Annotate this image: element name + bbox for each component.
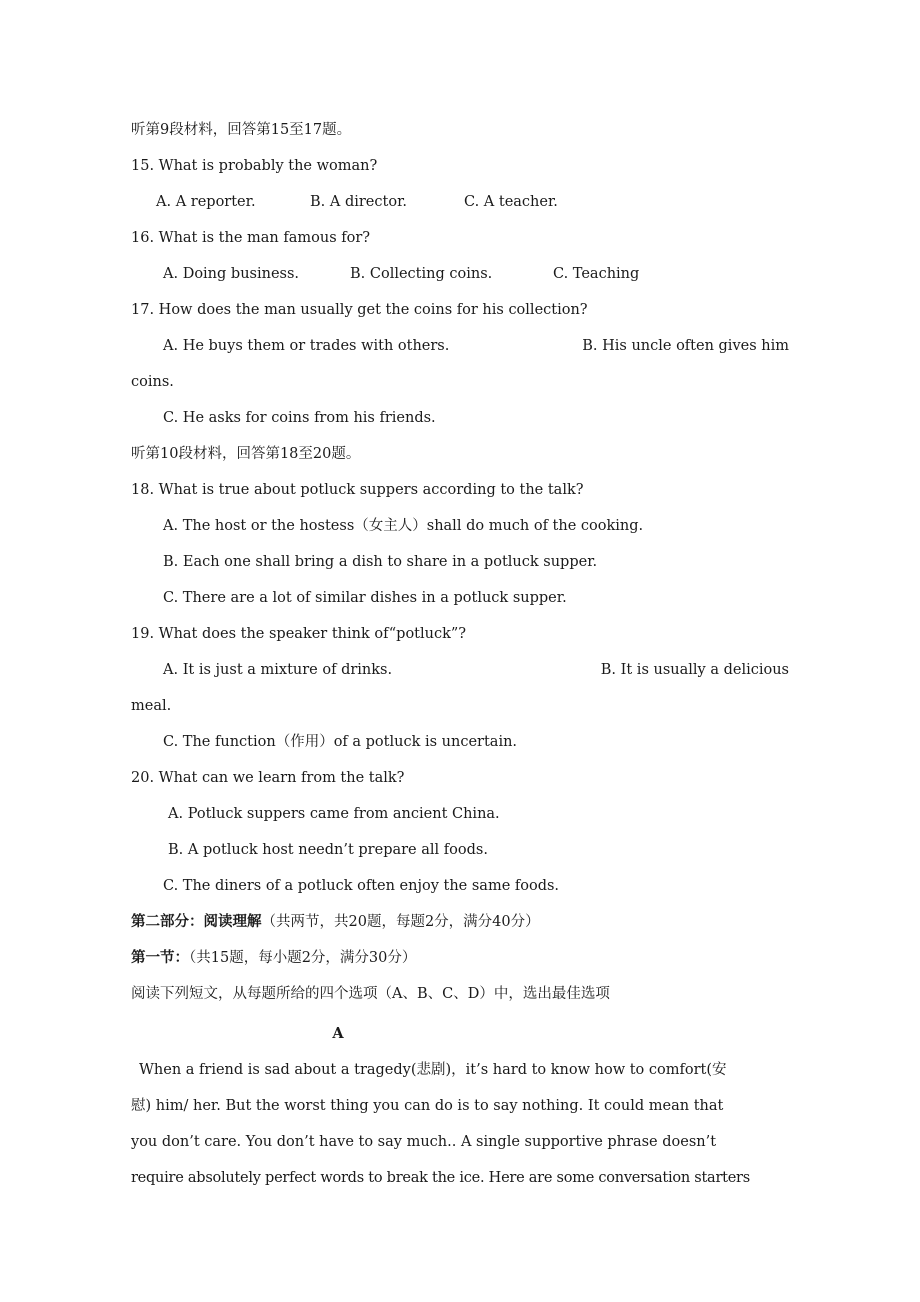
question-19-options-ab: [163, 660, 789, 680]
question-19: 19. What does the speaker think of“potluck”?: [131, 626, 467, 642]
option-c: C. There are a lot of similar dishes in a potluck supper.: [163, 590, 567, 606]
option-c: C. Teaching: [553, 266, 640, 282]
option-c: C. The diners of a potluck often enjoy the same foods.: [163, 878, 560, 894]
part-two-title: 第二部分：阅读理解: [131, 913, 262, 930]
question-20: 20. What can we learn from the talk?: [131, 770, 405, 786]
section-one-info: （共15题，每小题2分，满分30分）: [189, 950, 417, 966]
section-instruction-10: 听第10段材料，回答第18至20题。: [131, 446, 361, 462]
option-a: A. Doing business.: [163, 266, 300, 282]
option-b: B. A director.: [310, 194, 408, 210]
option-a: A. The host or the hostess（女主人）shall do much of the cooking.: [163, 518, 644, 534]
question-16: 16. What is the man famous for?: [131, 230, 371, 246]
option-a: A. He buys them or trades with others.: [163, 338, 450, 354]
passage-line-1: When a friend is sad about a tragedy(悲剧)，it’s hard to know how to comfort(安: [139, 1062, 727, 1078]
part-two-heading: [131, 912, 540, 932]
option-c: C. He asks for coins from his friends.: [163, 410, 436, 426]
question-15-options: [156, 192, 558, 212]
reading-instruction: 阅读下列短文，从每题所给的四个选项（A、B、C、D）中，选出最佳选项: [131, 986, 610, 1002]
passage-line-2: 慰) him/ her. But the worst thing you can do is to say nothing. It could mean that: [131, 1098, 724, 1114]
option-c: C. The function（作用）of a potluck is uncertain.: [163, 734, 518, 750]
option-b: B. His uncle often gives him: [582, 338, 789, 354]
question-18: 18. What is true about potluck suppers according to the talk?: [131, 482, 584, 498]
option-a: A. A reporter.: [156, 194, 256, 210]
passage-line-4: require absolutely perfect words to break the ice. Here are some conversation starters: [131, 1170, 750, 1186]
option-b: B. It is usually a delicious: [600, 662, 789, 678]
part-two-info: （共两节，共20题，每题2分，满分40分）: [261, 914, 540, 930]
option-b: B. A potluck host needn’t prepare all foods.: [168, 842, 488, 858]
option-b: B. Each one shall bring a dish to share in a potluck supper.: [163, 554, 598, 570]
question-17-options-ab: [163, 336, 789, 356]
question-15: 15. What is probably the woman?: [131, 158, 378, 174]
section-instruction-9: 听第9段材料，回答第15至17题。: [131, 122, 352, 138]
option-a: A. Potluck suppers came from ancient China.: [168, 806, 500, 822]
option-b-continued: meal.: [131, 698, 172, 714]
option-b-continued: coins.: [131, 374, 174, 390]
option-b: B. Collecting coins.: [350, 266, 493, 282]
passage-line-3: you don’t care. You don’t have to say much.. A single supportive phrase doesn’t: [131, 1134, 717, 1150]
section-one-title: 第一节：: [131, 949, 189, 966]
question-17: 17. How does the man usually get the coins for his collection?: [131, 302, 588, 318]
option-c: C. A teacher.: [464, 194, 558, 210]
passage-label: A: [332, 1025, 344, 1042]
question-16-options: [163, 264, 639, 284]
section-one-heading: [131, 948, 416, 968]
option-a: A. It is just a mixture of drinks.: [163, 662, 393, 678]
